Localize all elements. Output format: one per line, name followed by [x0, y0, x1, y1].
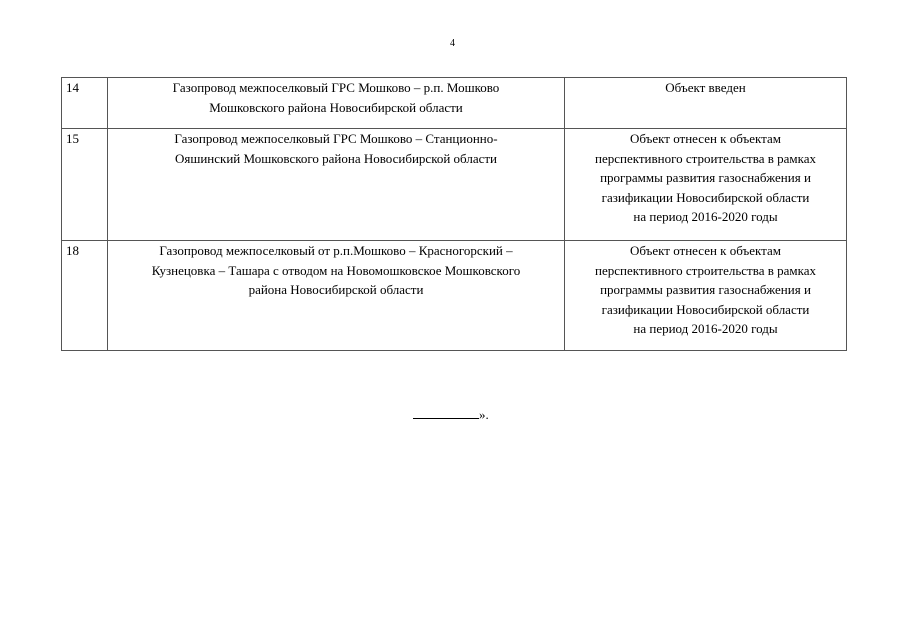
object-name-line: Кузнецовка – Ташара с отводом на Новомошковское Мошковского — [151, 262, 521, 278]
closing-line — [413, 405, 489, 423]
object-status-line: Объект введен — [665, 80, 746, 95]
object-status-line: газификации Новосибирской области — [601, 301, 810, 317]
row-number: 14 — [62, 78, 108, 129]
object-name-line: Ояшинский Мошковского района Новосибирской области — [174, 150, 498, 166]
closing-quote: ». — [479, 407, 489, 422]
object-status-line: Объект отнесен к объектам — [629, 243, 782, 258]
object-name — [108, 129, 565, 241]
object-status-line: программы развития газоснабжения и — [600, 170, 811, 185]
signature-underline — [413, 405, 479, 419]
table-row — [62, 78, 847, 129]
page-number: 4 — [450, 38, 455, 49]
row-number: 18 — [62, 241, 108, 351]
object-name — [108, 78, 565, 129]
objects-table — [61, 77, 847, 351]
object-status — [565, 78, 847, 129]
table-row — [62, 241, 847, 351]
object-name-line: Газопровод межпоселковый ГРС Мошково – р.п. Мошково — [172, 80, 500, 95]
object-status-line: Объект отнесен к объектам — [629, 131, 782, 146]
object-name-line: района Новосибирской области — [248, 282, 424, 297]
object-name-line: Мошковского района Новосибирской области — [209, 99, 463, 115]
object-status-line: газификации Новосибирской области — [601, 189, 810, 205]
object-status — [565, 129, 847, 241]
row-number: 15 — [62, 129, 108, 241]
object-status-line: программы развития газоснабжения и — [600, 282, 811, 297]
object-status-line: перспективного строительства в рамках — [594, 150, 816, 166]
object-status-line: на период 2016-2020 годы — [633, 321, 778, 336]
object-name-line: Газопровод межпоселковый от р.п.Мошково – Красногорский – — [159, 243, 513, 258]
object-status-line: перспективного строительства в рамках — [594, 262, 816, 278]
object-status — [565, 241, 847, 351]
object-status-line: на период 2016-2020 годы — [633, 209, 778, 224]
object-name — [108, 241, 565, 351]
table-row — [62, 129, 847, 241]
object-name-line: Газопровод межпоселковый ГРС Мошково – Станционно- — [174, 131, 498, 146]
